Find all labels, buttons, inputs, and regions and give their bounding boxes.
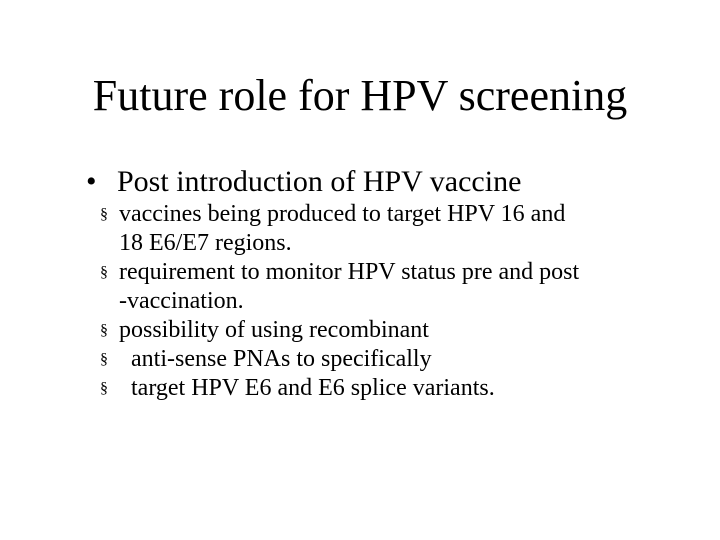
sub-bullet-item xyxy=(100,258,700,316)
sub-bullet-line: target HPV E6 and E6 splice variants. xyxy=(119,375,495,401)
sub-bullet-line: vaccines being produced to target HPV 16 and xyxy=(119,201,566,227)
sub-bullet-line: 18 E6/E7 regions. xyxy=(119,230,292,256)
sub-bullet-item xyxy=(100,200,700,258)
sub-bullet-item xyxy=(100,316,700,345)
sub-bullet-marker: § xyxy=(100,206,108,223)
sub-bullet-marker: § xyxy=(100,264,108,281)
sub-bullet-item xyxy=(100,345,700,374)
sub-bullet-marker: § xyxy=(100,351,108,368)
sub-bullet-line: -vaccination. xyxy=(119,288,244,314)
sub-bullet-list xyxy=(100,200,700,403)
bullet-text: Post introduction of HPV vaccine xyxy=(117,165,522,198)
slide-title: Future role for HPV screening xyxy=(92,71,628,120)
sub-bullet-line: possibility of using recombinant xyxy=(119,317,429,343)
sub-bullet-marker: § xyxy=(100,380,108,397)
sub-bullet-line: requirement to monitor HPV status pre and post xyxy=(119,259,580,285)
sub-bullet-marker: § xyxy=(100,322,108,339)
sub-bullet-item xyxy=(100,374,700,403)
sub-bullet-line: anti-sense PNAs to specifically xyxy=(119,346,432,372)
bullet-marker: • xyxy=(86,165,97,198)
